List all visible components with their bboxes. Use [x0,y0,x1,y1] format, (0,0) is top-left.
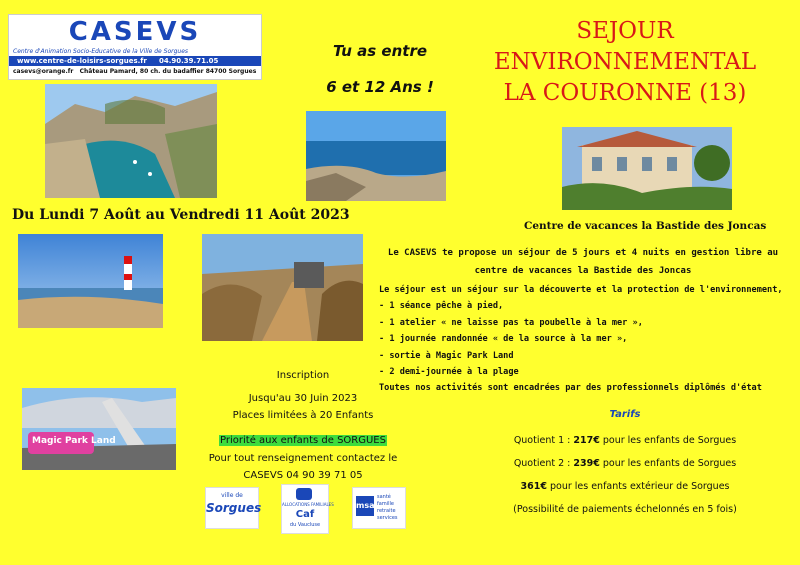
sorgues-logo [205,487,262,529]
logo-subtitle: Centre d'Animation Socio-Educative de la Ville de Sorgues [13,48,189,55]
caf-logo [281,484,334,534]
tarifs-title: Tarifs [609,409,641,420]
caf-logo-sub: du Vaucluse [289,522,321,528]
inscription-deadline: Jusqu'au 30 Juin 2023 [248,393,358,404]
logo-email: casevs@orange.fr [13,68,74,75]
tarif-note: (Possibilité de paiements échelonnés en 5 fois) [513,504,737,515]
priority-line [196,435,410,446]
logo-address-bar [9,67,261,77]
program-item: Toutes nos activités sont encadrées par des professionnels diplômés d'état [379,383,762,394]
tarif-q2-suffix: pour les enfants de Sorgues [599,458,737,469]
tarif-q1-price: 217€ [573,435,600,446]
contact-line-1: Pour tout renseignement contactez le [208,453,398,464]
program-item: - sortie à Magic Park Land [379,350,514,361]
tarif-q1 [470,435,780,446]
logo-address: Château Pamard, 80 ch. du badaffier 84700 Sorgues [79,68,257,75]
intro-line-1: Le CASEVS te propose un séjour de 5 jours et 4 nuits en gestion libre au [387,248,779,258]
program-item: - 2 demi-journée à la plage [379,367,519,378]
msa-logo-mark: msa [356,496,374,516]
dates-heading: Du Lundi 7 Août au Vendredi 11 Août 2023 [12,207,350,223]
logo-phone: 04.90.39.71.05 [159,57,219,65]
lighthouse-photo [18,234,163,328]
tarif-q2 [470,458,780,469]
msa-line: santé [377,494,391,500]
title-line-1: SEJOUR [576,18,674,44]
bastide-photo [562,127,732,210]
magic-park-photo [22,388,176,470]
msa-logo [352,487,406,529]
contact-line-2: CASEVS 04 90 39 71 05 [243,470,363,481]
caf-logo-text: Caf [295,509,315,520]
sorgues-logo-text: Sorgues [206,501,262,515]
tarif-ext [470,481,780,492]
priority-highlight: Priorité aux enfants de SORGUES [220,435,386,446]
intro-line-2: centre de vacances la Bastide des Joncas [474,266,692,276]
logo-title: CASEVS [68,17,202,47]
caf-emblem-icon [296,488,312,500]
centre-heading: Centre de vacances la Bastide des Joncas [524,220,767,232]
program-item: - 1 séance pêche à pied, [379,301,504,312]
tarif-ext-suffix: pour les enfants extérieur de Sorgues [546,481,730,492]
inscription-title: Inscription [276,370,330,381]
age-line-2: 6 et 12 Ans ! [326,78,434,96]
magic-park-label: Magic Park Land [32,436,116,446]
sorgues-logo-small: ville de [221,492,243,499]
msa-line: retraite [377,508,396,514]
program-item: Le séjour est un séjour sur la découverte et la protection de l'environnement, [379,285,783,295]
msa-line: services [377,515,398,521]
program-item: - 1 journée randonnée « de la source à la mer », [379,334,628,345]
boardwalk-photo [202,234,363,341]
intro-text [386,244,780,280]
tarif-q1-suffix: pour les enfants de Sorgues [599,435,737,446]
msa-logo-text [377,494,398,522]
title-line-3: LA COURONNE (13) [503,80,747,106]
tarif-q1-prefix: Quotient 1 : [513,435,574,446]
title-line-2: ENVIRONNEMENTAL [493,49,757,75]
caf-logo-small: ALLOCATIONS FAMILIALES [282,502,334,507]
tarif-ext-price: 361€ [520,481,547,492]
casevs-logo [8,14,262,80]
program-list [379,282,789,397]
tarif-q2-price: 239€ [573,458,600,469]
logo-contact-bar [9,56,261,66]
program-item: - 1 atelier « ne laisse pas ta poubelle à la mer », [379,317,643,328]
age-line-1: Tu as entre [332,42,428,60]
logo-website: www.centre-de-loisirs-sorgues.fr [17,57,147,65]
tarif-q2-prefix: Quotient 2 : [513,458,574,469]
msa-line: famille [377,501,394,507]
inscription-places: Places limitées à 20 Enfants [232,410,374,421]
coastline-photo [306,111,446,201]
calanque-photo [45,84,217,198]
